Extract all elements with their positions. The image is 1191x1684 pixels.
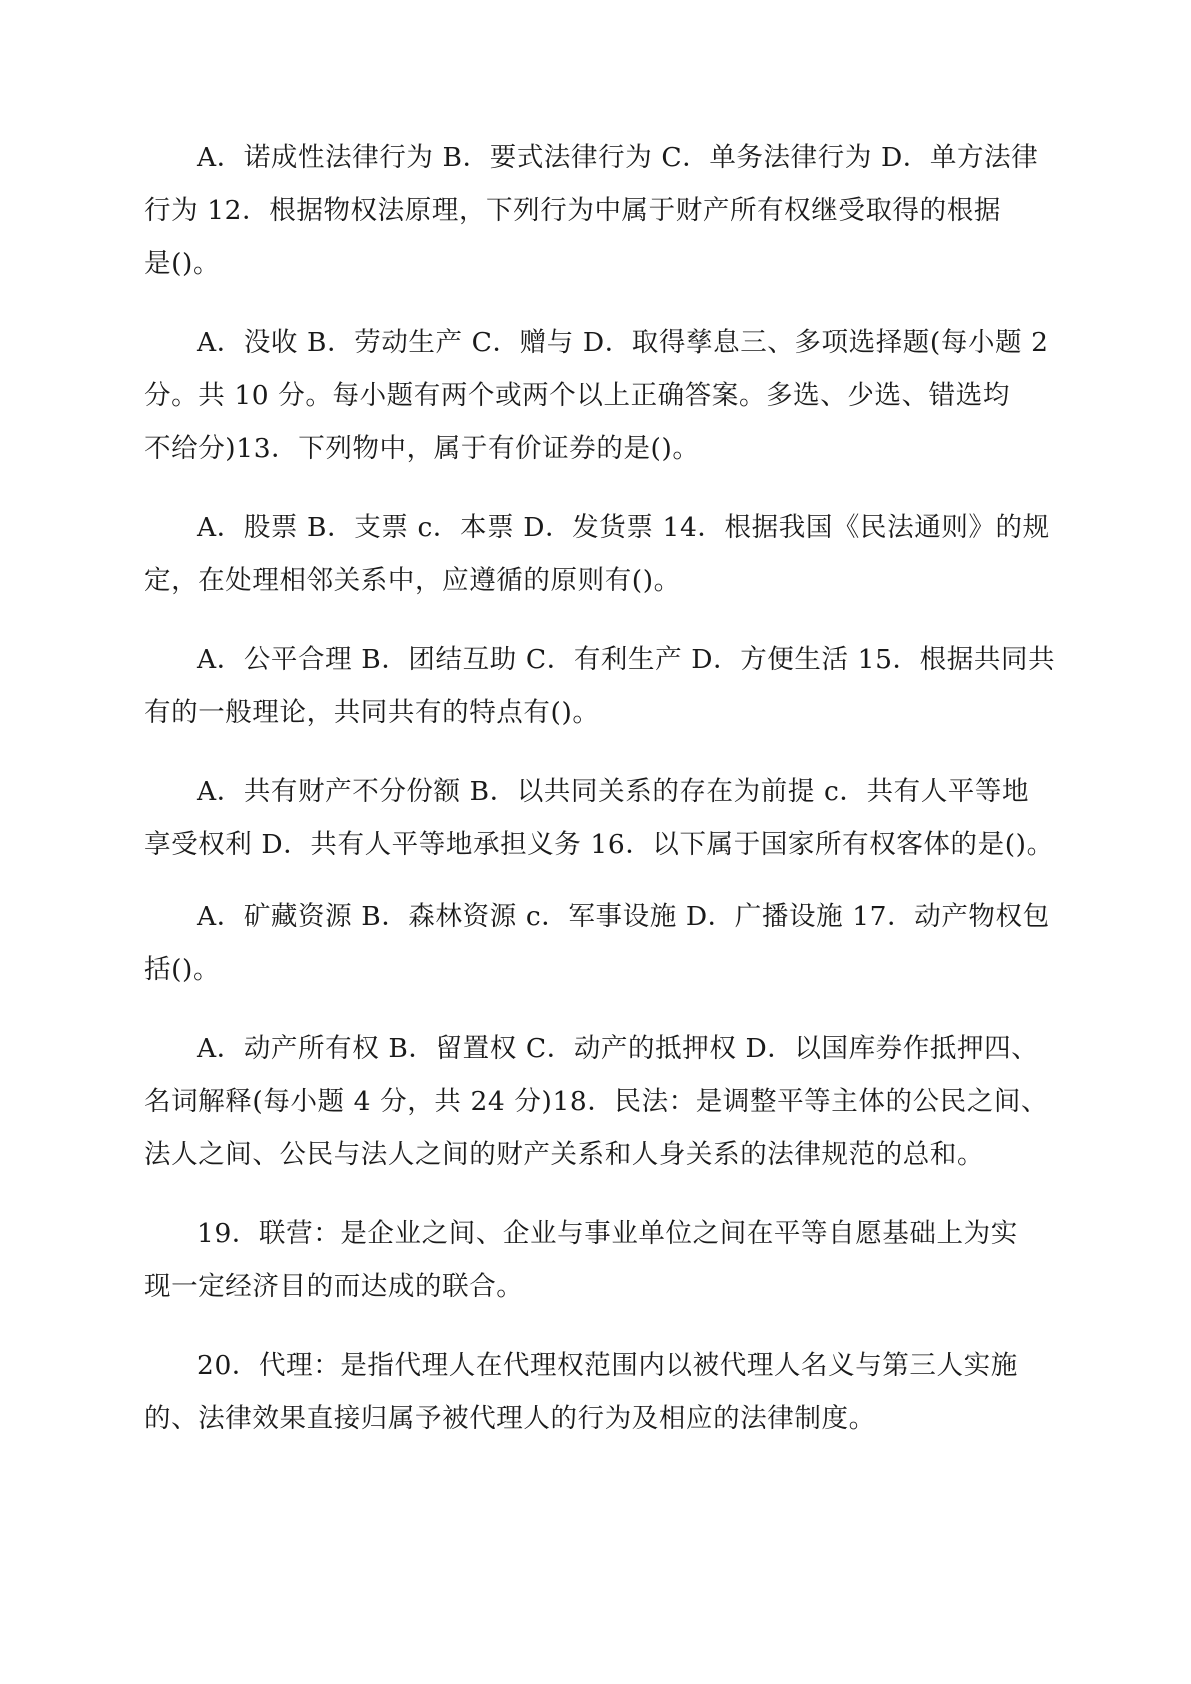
text-line: 20．代理：是指代理人在代理权范围内以被代理人名义与第三人实施 (197, 1350, 1018, 1381)
text-line: 现一定经济目的而达成的联合。 (144, 1271, 524, 1302)
text-line: 是()。 (144, 248, 221, 279)
text-line: 法人之间、公民与法人之间的财产关系和人身关系的法律规范的总和。 (144, 1139, 985, 1170)
text-line: 不给分)13．下列物中，属于有价证券的是()。 (144, 433, 700, 464)
text-line: 的、法律效果直接归属予被代理人的行为及相应的法律制度。 (144, 1403, 876, 1434)
text-line: A．矿藏资源 B．森林资源 c．军事设施 D．广播设施 17．动产物权包 (197, 901, 1050, 932)
text-line: A．诺成性法律行为 B．要式法律行为 C．单务法律行为 D．单方法律 (197, 142, 1039, 173)
text-line: 名词解释(每小题 4 分，共 24 分)18．民法：是调整平等主体的公民之间、 (144, 1086, 1049, 1117)
text-line: 19．联营：是企业之间、企业与事业单位之间在平等自愿基础上为实 (197, 1218, 1018, 1249)
text-line: 分。共 10 分。每小题有两个或两个以上正确答案。多选、少选、错选均 (144, 380, 1010, 411)
text-line: A．共有财产不分份额 B．以共同关系的存在为前提 c．共有人平等地 (197, 776, 1030, 807)
text-line: A．动产所有权 B．留置权 C．动产的抵押权 D．以国库券作抵押四、 (197, 1033, 1039, 1064)
text-line: 定，在处理相邻关系中，应遵循的原则有()。 (144, 565, 681, 596)
text-line: A．公平合理 B．团结互助 C．有利生产 D．方便生活 15．根据共同共 (197, 644, 1056, 675)
text-line: 括()。 (144, 954, 221, 985)
text-line: A．没收 B．劳动生产 C．赠与 D．取得孳息三、多项选择题(每小题 2 (197, 327, 1049, 358)
text-line: 享受权利 D．共有人平等地承担义务 16．以下属于国家所有权客体的是()。 (144, 829, 1054, 860)
text-line: A．股票 B．支票 c．本票 D．发货票 14．根据我国《民法通则》的规 (197, 512, 1050, 543)
text-line: 有的一般理论，共同共有的特点有()。 (144, 697, 600, 728)
text-line: 行为 12．根据物权法原理，下列行为中属于财产所有权继受取得的根据 (144, 195, 1001, 226)
